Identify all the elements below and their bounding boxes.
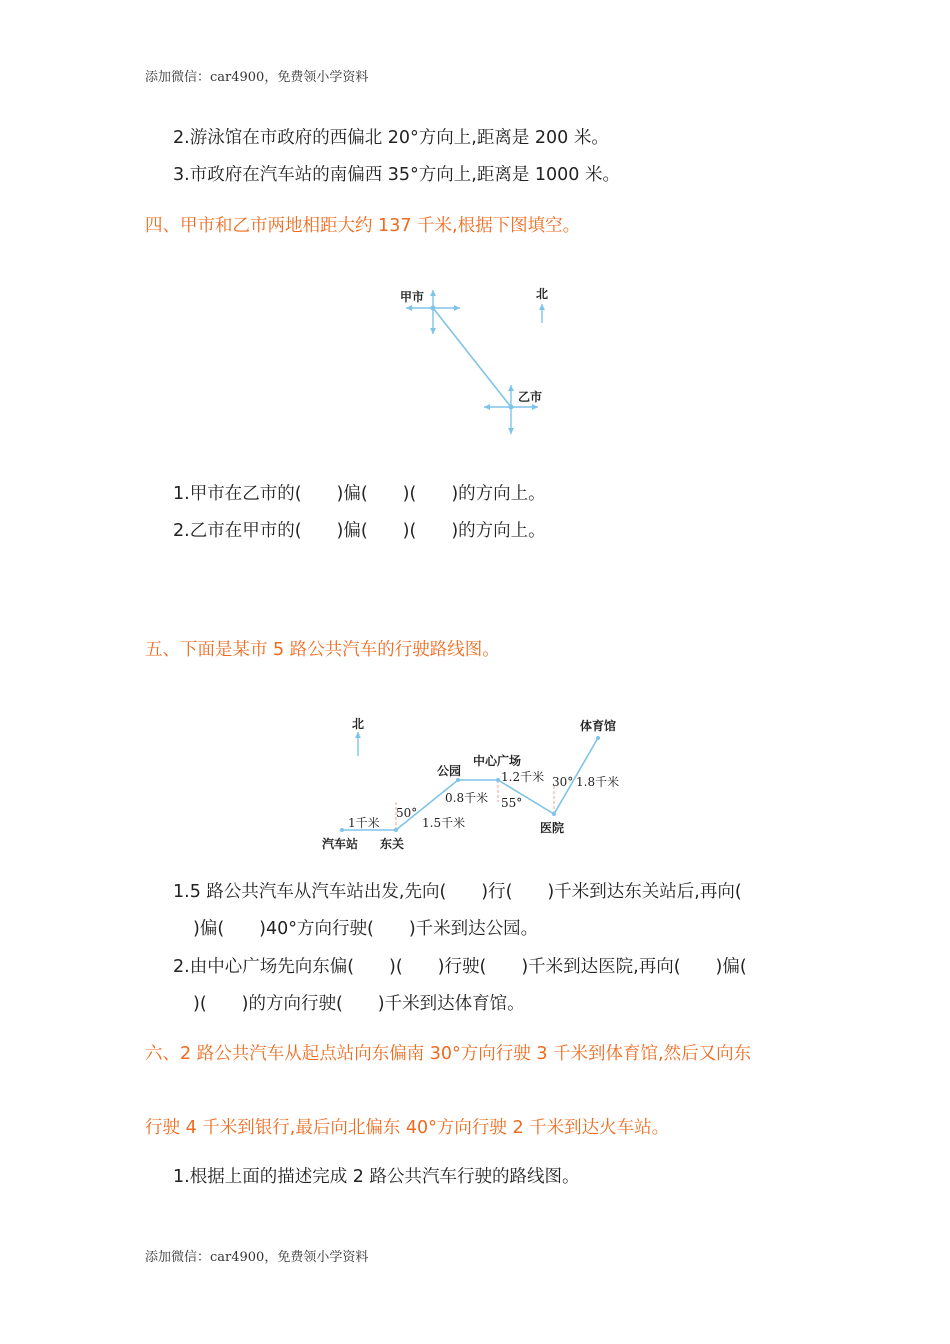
section-5-title: 五、下面是某市 5 路公共汽车的行驶路线图。 <box>145 640 500 660</box>
station-park: 公园 <box>437 764 462 778</box>
station-east-gate: 东关 <box>380 837 405 851</box>
footer-note: 添加微信：car4900，免费领小学资料 <box>145 1250 369 1265</box>
question-4-2: 2.乙市在甲市的( )偏( )( )的方向上。 <box>173 521 546 541</box>
station-hospital: 医院 <box>540 821 565 835</box>
question-5-1-line-2: )偏( )40°方向行驶( )千米到达公园。 <box>193 919 539 939</box>
angle-1: 50° <box>396 806 418 820</box>
angle-3: 30° <box>552 775 574 789</box>
label-north: 北 <box>536 287 549 301</box>
point-city-a <box>431 306 436 311</box>
point-center-square <box>496 778 500 782</box>
route-line-a-b <box>433 308 511 407</box>
question-5-2-line-2: )( )的方向行驶( )千米到达体育馆。 <box>193 994 525 1014</box>
distance-5: 1.8千米 <box>576 775 620 789</box>
point-hospital <box>552 812 556 816</box>
section-4-title: 四、甲市和乙市两地相距大约 137 千米,根据下图填空。 <box>145 216 581 236</box>
point-stadium <box>596 736 600 740</box>
point-park <box>456 778 460 782</box>
question-3-3: 3.市政府在汽车站的南偏西 35°方向上,距离是 1000 米。 <box>173 165 621 185</box>
station-stadium: 体育馆 <box>580 719 617 733</box>
distance-1: 1千米 <box>348 816 380 830</box>
question-3-2: 2.游泳馆在市政府的西偏北 20°方向上,距离是 200 米。 <box>173 128 609 148</box>
question-5-2-line-1: 2.由中心广场先向东偏( )( )行驶( )千米到达医院,再向( )偏( <box>173 957 747 977</box>
point-bus-station <box>340 828 344 832</box>
distance-4: 1.2千米 <box>501 770 545 784</box>
bus-route-diagram <box>318 710 638 860</box>
header-note: 添加微信：car4900，免费领小学资料 <box>145 70 369 85</box>
station-bus-station: 汽车站 <box>322 837 359 851</box>
point-east-gate <box>394 828 398 832</box>
section-6-title-line-2: 行驶 4 千米到银行,最后向北偏东 40°方向行驶 2 千米到达火车站。 <box>145 1118 670 1138</box>
label-city-b: 乙市 <box>518 390 543 404</box>
station-center-square: 中心广场 <box>473 754 522 768</box>
question-5-1-line-1: 1.5 路公共汽车从汽车站出发,先向( )行( )千米到达东关站后,再向( <box>173 882 742 902</box>
direction-diagram-cities <box>380 280 580 440</box>
angle-2: 55° <box>501 796 523 810</box>
label-city-a: 甲市 <box>400 290 425 304</box>
distance-2: 1.5千米 <box>422 816 466 830</box>
question-6-1: 1.根据上面的描述完成 2 路公共汽车行驶的路线图。 <box>173 1167 580 1187</box>
distance-3: 0.8千米 <box>445 791 489 805</box>
section-6-title-line-1: 六、2 路公共汽车从起点站向东偏南 30°方向行驶 3 千米到体育馆,然后又向东 <box>145 1044 752 1064</box>
point-city-b <box>509 405 514 410</box>
question-4-1: 1.甲市在乙市的( )偏( )( )的方向上。 <box>173 484 546 504</box>
label-north: 北 <box>352 717 365 731</box>
